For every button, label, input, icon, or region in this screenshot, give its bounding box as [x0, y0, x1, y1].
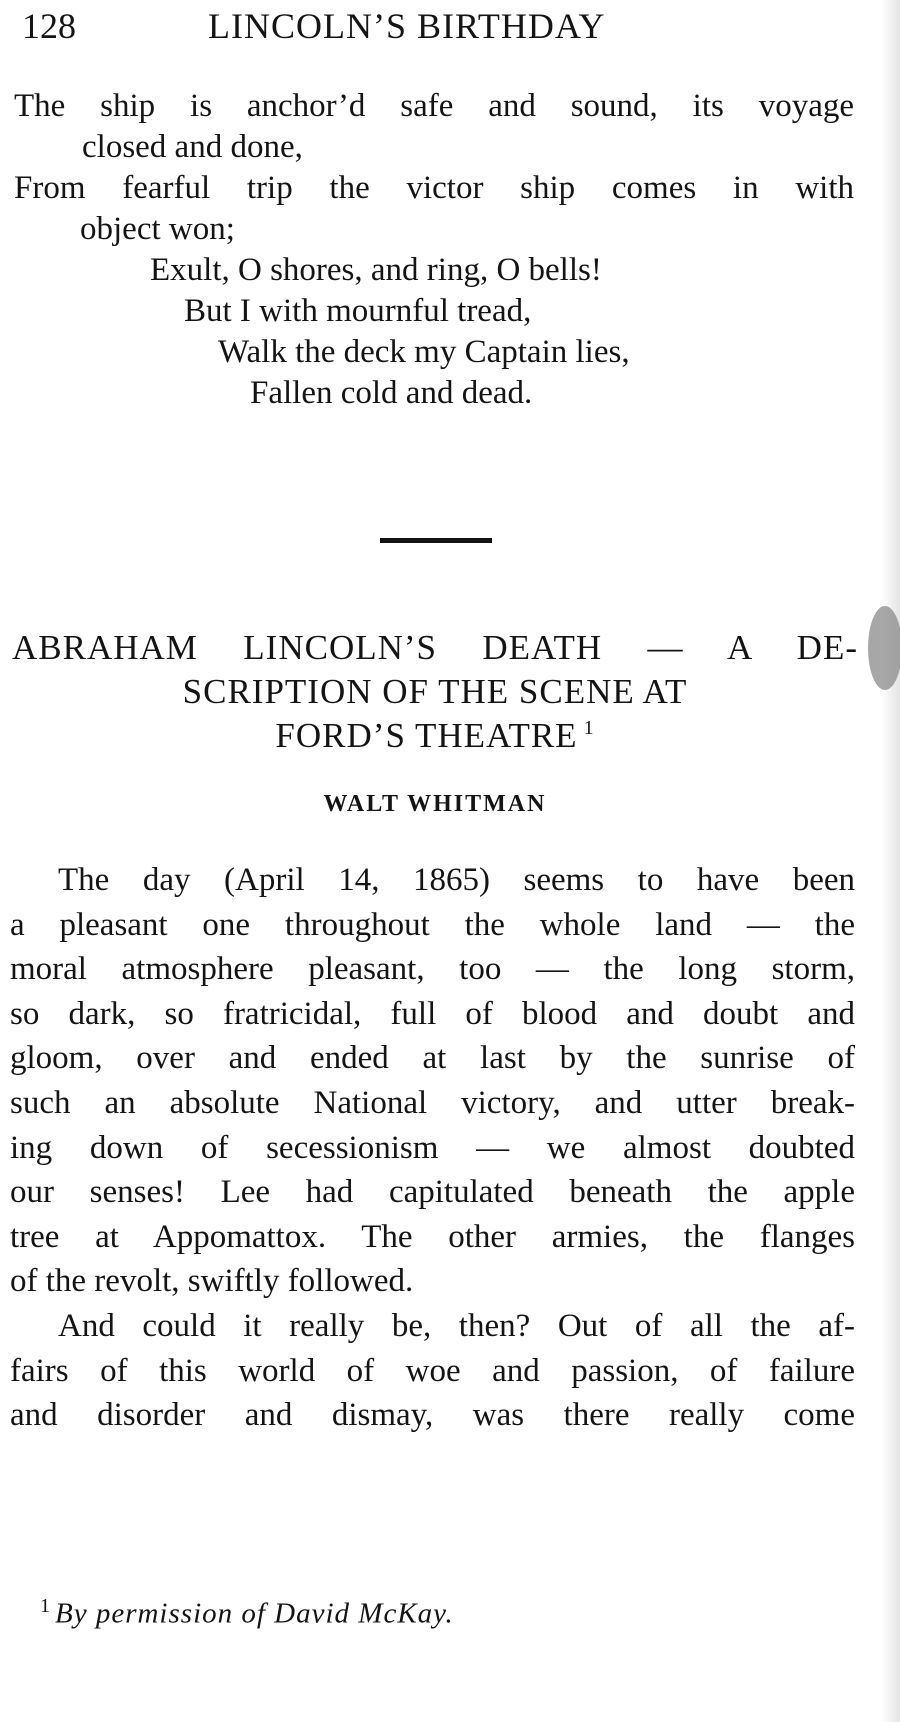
poem-stanza [14, 86, 854, 414]
heading-line: SCRIPTION OF THE SCENE AT [182, 672, 688, 711]
body-line: tree at Appomattox. The other armies, the flanges [10, 1218, 855, 1255]
poem-line: Fallen cold and dead. [250, 375, 533, 411]
body-line: moral atmosphere pleasant, too — the long storm, [10, 951, 855, 988]
body-line: And could it really be, then? Out of all the af- [58, 1307, 855, 1344]
footnote-text: By permission of David McKay. [55, 1597, 454, 1630]
author-byline: WALT WHITMAN [323, 791, 547, 817]
body-line: our senses! Lee had capitulated beneath the apple [10, 1174, 855, 1211]
body-line: and disorder and dismay, was there really come [10, 1397, 855, 1434]
body-line: a pleasant one throughout the whole land — the [10, 906, 855, 943]
poem-line: But I with mournful tread, [184, 293, 532, 329]
running-title: LINCOLN’S BIRTHDAY [208, 6, 606, 46]
body-line: The day (April 14, 1865) seems to have been [58, 862, 855, 898]
article-body [10, 858, 855, 1438]
body-line: such an absolute National victory, and utter break- [10, 1084, 855, 1121]
section-divider [380, 538, 492, 543]
poem-line: The ship is anchor’d safe and sound, its voyage [14, 88, 854, 124]
heading-line: ABRAHAM LINCOLN’S DEATH — A DE- [12, 628, 858, 667]
body-line: ing down of secessionism — we almost doubted [10, 1129, 855, 1166]
body-line: gloom, over and ended at last by the sunrise of [10, 1040, 855, 1077]
poem-line: closed and done, [82, 129, 303, 165]
heading-line-text: FORD’S THEATRE [275, 716, 578, 755]
footnote-reference: 1 [583, 717, 595, 740]
heading-line [12, 714, 858, 758]
poem-line: Walk the deck my Captain lies, [218, 334, 630, 370]
body-line: of the revolt, swiftly followed. [10, 1263, 414, 1300]
footnote [40, 1586, 454, 1634]
scan-smudge [868, 606, 900, 690]
poem-line: Exult, O shores, and ring, O bells! [150, 252, 602, 288]
body-line: fairs of this world of woe and passion, of failure [10, 1352, 855, 1389]
article-heading [12, 626, 858, 758]
page-number: 128 [22, 6, 76, 46]
running-head [22, 2, 842, 50]
body-line: so dark, so fratricidal, full of blood and doubt and [10, 995, 855, 1032]
poem-line: object won; [80, 211, 235, 247]
scan-page-edge [880, 0, 900, 1722]
poem-line: From fearful trip the victor ship comes in with [14, 170, 854, 206]
footnote-marker: 1 [40, 1595, 51, 1617]
